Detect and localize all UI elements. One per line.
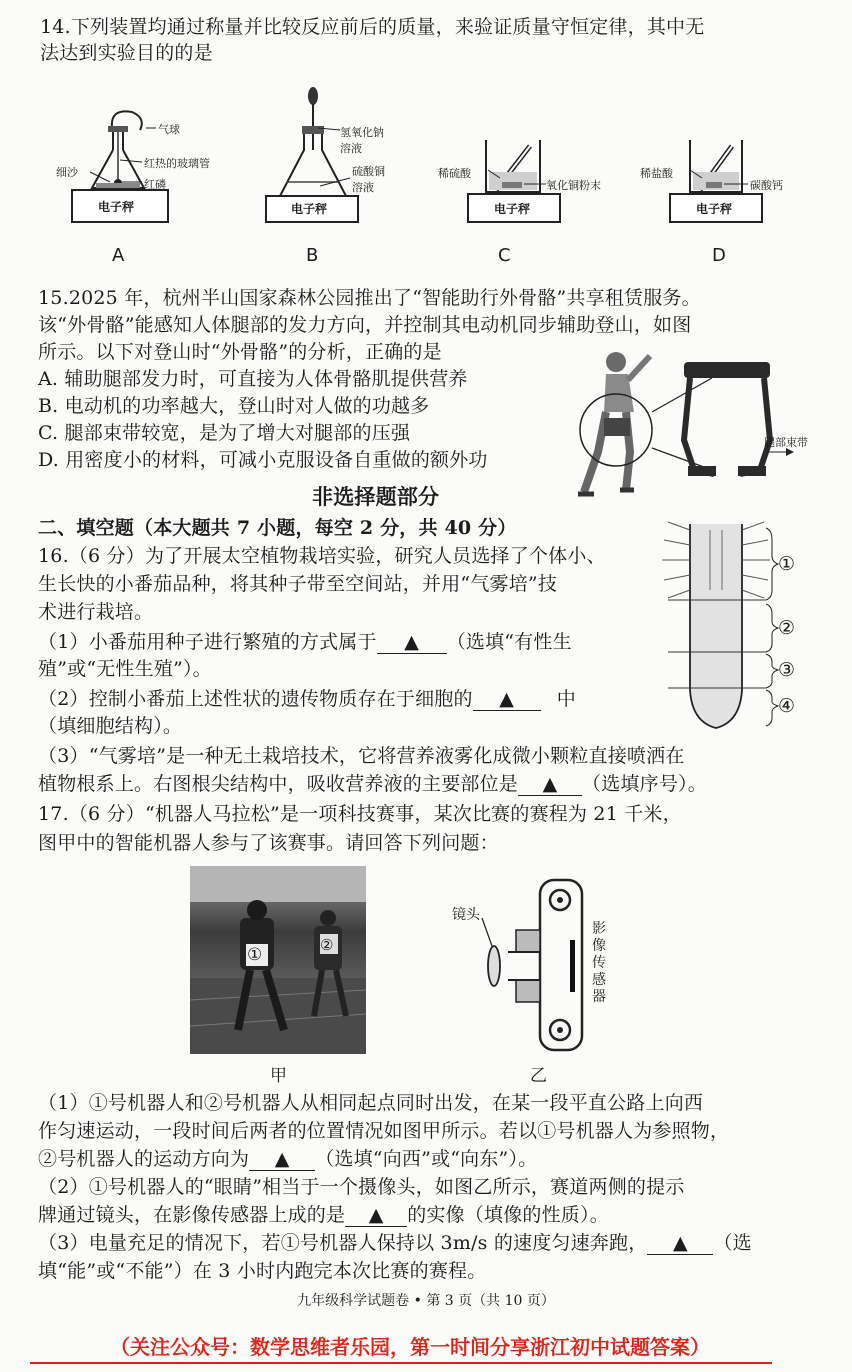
option-c-label: C [498,245,511,266]
q17-blank-3[interactable]: ▲ [647,1232,713,1255]
q16-blank-1[interactable]: ▲ [377,631,447,654]
label-cuso4-2: 溶液 [352,181,374,194]
label-cuo-powder: 氧化铜粉末 [546,179,601,192]
option-b-label: B [306,245,319,266]
label-sand: 细沙 [56,166,78,179]
q16-part1-text: （1）小番茄用种子进行繁殖的方式属于 [38,631,377,653]
q16-line3: 术进行栽培。 [38,601,154,623]
sensor-char-3: 传 [592,955,606,971]
label-naoh-1: 氢氧化钠 [340,126,384,139]
section-title: 非选择题部分 [312,484,440,509]
q16-part1-choice: （选填“有性生 [446,631,572,653]
q16-line1: 16.（6 分）为了开展太空植物栽培实验，研究人员选择了个体小、 [38,545,606,567]
section-header: 二、填空题（本大题共 7 小题，每空 2 分，共 40 分） [38,517,517,539]
q15-option-d: D. 用密度小的材料，可减小克服设备自重做的额外功 [38,449,488,471]
q17-blank-2[interactable]: ▲ [345,1204,407,1227]
q17-part3-choice: （选 [713,1232,752,1254]
scale-label-b: 电子秤 [291,202,328,216]
sensor-char-5: 器 [592,989,606,1005]
q17-part1-choice: （选填“向西”或“向东”）。 [315,1148,538,1170]
robot-2-number: ② [320,936,334,954]
q17-part3-line2: 填“能”或“不能”）在 3 小时内跑完本次比赛的赛程。 [38,1260,487,1282]
q17-line1: 17.（6 分）“机器人马拉松”是一项科技赛事，某次比赛的赛程为 21 千米， [38,803,682,825]
scale-label-a: 电子秤 [98,200,135,214]
label-naoh-2: 溶液 [340,142,362,155]
q14-line2: 法达到实验目的的是 [40,42,213,64]
q16-part3-choice: （选填序号）。 [582,773,707,795]
root-zone-1: ① [778,553,796,575]
q17-part2-line2 [38,1202,609,1228]
q15-line3: 所示。以下对登山时“外骨骼”的分析，正确的是 [38,341,442,363]
label-dilute-hcl: 稀盐酸 [640,167,673,180]
label-lens: 镜头 [452,907,480,923]
q15-line2: 该“外骨骼”能感知人体腿部的发力方向，并控制其电动机同步辅助登山，如图 [38,314,692,336]
label-cuso4-1: 硫酸铜 [352,165,385,178]
scale-label-d: 电子秤 [696,202,733,216]
label-red-phosphorus: 红磷 [144,178,166,191]
q16-line2: 生长快的小番茄品种，将其种子带至空间站，并用“气雾培”技 [38,573,558,595]
label-hot-glass: 红热的玻璃管 [144,157,210,170]
label-balloon: 气球 [158,123,180,136]
q17-line2: 图甲中的智能机器人参与了该赛事。请回答下列问题： [38,832,499,854]
q16-blank-3[interactable]: ▲ [518,773,582,796]
robot-1-number: ① [247,945,263,965]
root-zone-3: ③ [778,659,796,681]
q17-part1-line2: 作匀速运动，一段时间后两者的位置情况如图甲所示。若以①号机器人为参照物， [38,1120,730,1142]
root-zone-2: ② [778,617,796,639]
q16-part1-line2: 殖”或“无性生殖”）。 [38,658,212,680]
sensor-char-4: 感 [592,972,606,988]
scale-label-c: 电子秤 [494,202,531,216]
q15-option-b: B. 电动机的功率越大，登山时对人做的功越多 [38,395,430,417]
q17-blank-1[interactable]: ▲ [249,1148,315,1171]
q16-part3-line1: （3）“气雾培”是一种无土栽培技术，它将营养液雾化成微小颗粒直接喷洒在 [38,745,685,767]
promo-banner: （关注公众号：数学思维者乐园，第一时间分享浙江初中试题答案） [110,1335,710,1359]
q17-part1-line3 [38,1146,537,1172]
q16-part3-text: 植物根系上。右图根尖结构中，吸收营养液的主要部位是 [38,773,519,795]
q17-part1-line1: （1）①号机器人和②号机器人从相同起点同时出发，在某一段平直公路上向西 [38,1092,704,1114]
q17-part3-text: （3）电量充足的情况下，若①号机器人保持以 3m/s 的速度匀速奔跑， [38,1232,648,1254]
option-a-label: A [112,245,125,266]
q17-part1-text: ②号机器人的运动方向为 [38,1148,250,1170]
option-d-label: D [712,245,726,266]
q16-blank-2[interactable]: ▲ [473,688,541,711]
label-dilute-h2so4: 稀硫酸 [438,167,471,180]
root-zone-4: ④ [778,695,796,717]
sensor-char-2: 像 [592,938,606,954]
label-leg-strap: 腿部束带 [764,436,808,449]
q16-part2-line2: （填细胞结构）。 [38,715,183,737]
q14-line1: 14.下列装置均通过称量并比较反应前后的质量，来验证质量守恒定律，其中无 [40,16,705,38]
q17-part2-text: 牌通过镜头，在影像传感器上成的是 [38,1204,346,1226]
label-caco3: 碳酸钙 [750,179,783,192]
q15-option-a: A. 辅助腿部发力时，可直接为人体骨骼肌提供营养 [38,368,468,390]
q16-part2-suffix: 中 [556,688,576,710]
promo-underline [30,1362,772,1364]
q15-line1: 15.2025 年，杭州半山国家森林公园推出了“智能助行外骨骼”共享租赁服务。 [38,287,701,309]
q17-part3-line1 [38,1230,752,1256]
q16-part2-text: （2）控制小番茄上述性状的遗传物质存在于细胞的 [38,688,473,710]
figure-jia-caption: 甲 [270,1066,288,1086]
page-footer: 九年级科学试题卷 • 第 3 页（共 10 页） [297,1293,555,1309]
sensor-char-1: 影 [592,921,606,937]
figure-yi-caption: 乙 [530,1066,548,1086]
q17-part2-line1: （2）①号机器人的“眼睛”相当于一个摄像头，如图乙所示，赛道两侧的提示 [38,1176,685,1198]
q15-option-c: C. 腿部束带较宽，是为了增大对腿部的压强 [38,422,411,444]
q17-part2-suffix: 的实像（填像的性质）。 [407,1204,609,1226]
